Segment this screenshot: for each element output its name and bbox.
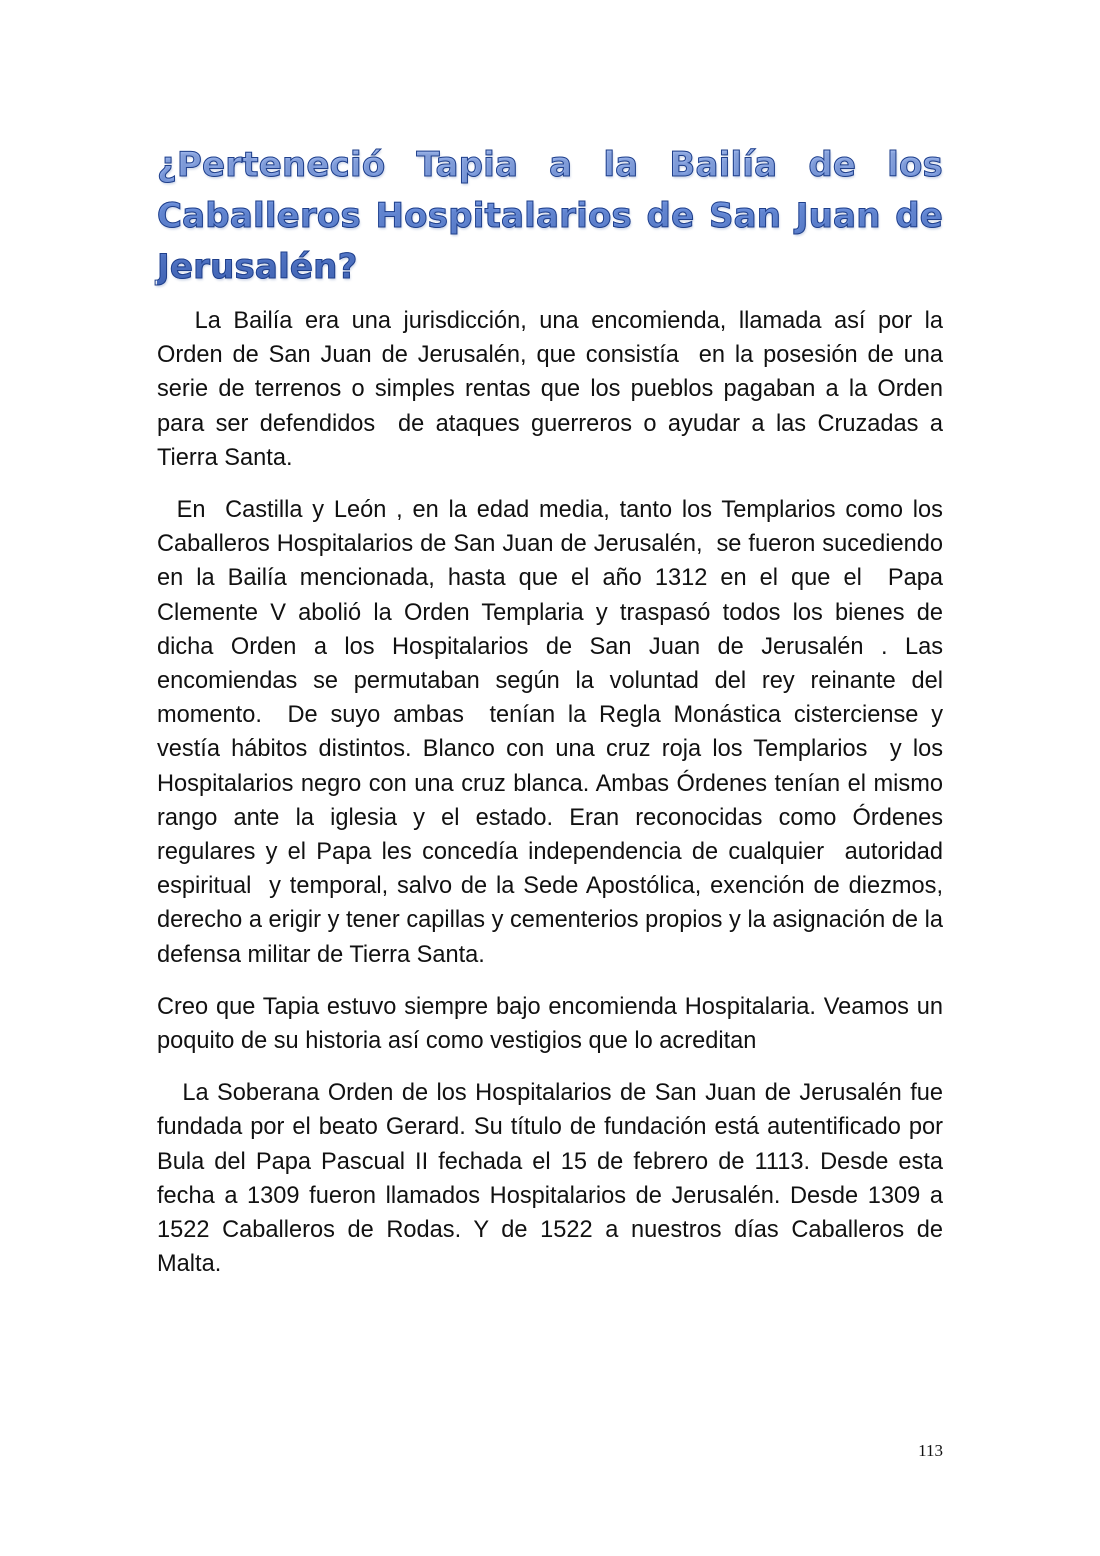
page-number: 113 — [918, 1441, 943, 1460]
body-text — [157, 304, 957, 1299]
paragraph-bailia: La Bailía era una jurisdicción, una encomienda, llamada así por la Orden de San Juan de Jerusalén, que consistía en la posesión de una serie de terrenos o simples rentas que los pueblos pagaban a la Orden para ser defendidos de ataques guerreros o ayudar a las Cruzadas a Tierra Santa. — [157, 308, 957, 471]
paragraph-tapia: Creo que Tapia estuvo siempre bajo encomienda Hospitalaria. Veamos un poquito de su historia así como vestigios que lo acreditan — [157, 993, 950, 1055]
paragraph-soberana-orden: La Soberana Orden de los Hospitalarios de San Juan de Jerusalén fue fundada por el beato Gerard. Su título de fundación está autentificado por Bula del Papa Pascual II fechada el 15 de febrero de 1113. Desde esta fecha a 1309 fueron llamados Hospitalarios de Jerusalén. Desde 1309 a 1522 Caballeros de Rodas. Y de 1522 a nuestros días Caballeros de Malta. — [157, 1080, 950, 1278]
page-title: ¿Perteneció Tapia a la Bailía de los Caballeros Hospitalarios de San Juan de Jerusalén? — [157, 140, 943, 293]
paragraph-castilla-leon: En Castilla y León , en la edad media, tanto los Templarios como los Caballeros Hospitalarios de San Juan de Jerusalén, se fueron sucediendo en la Bailía mencionada, hasta que el año 1312 en el que el Papa Clemente V abolió la Orden Templaria y traspasó todos los bienes de dicha Orden a los Hospitalarios de San Juan de Jerusalén . Las encomiendas se permutaban según la voluntad del rey reinante del momento. De suyo ambas tenían la Regla Monástica cisterciense y vestía hábitos distintos. Blanco con una cruz roja los Templarios y los Hospitalarios negro con una cruz blanca. Ambas Órdenes tenían el mismo rango ante la iglesia y el estado. Eran reconocidas como Órdenes regulares y el Papa les concedía independencia de cualquier autoridad espiritual y temporal, salvo de la Sede Apostólica, exención de diezmos, derecho a erigir y tener capillas y cementerios propios y la asignación de la defensa militar de Tierra Santa. — [157, 497, 950, 968]
